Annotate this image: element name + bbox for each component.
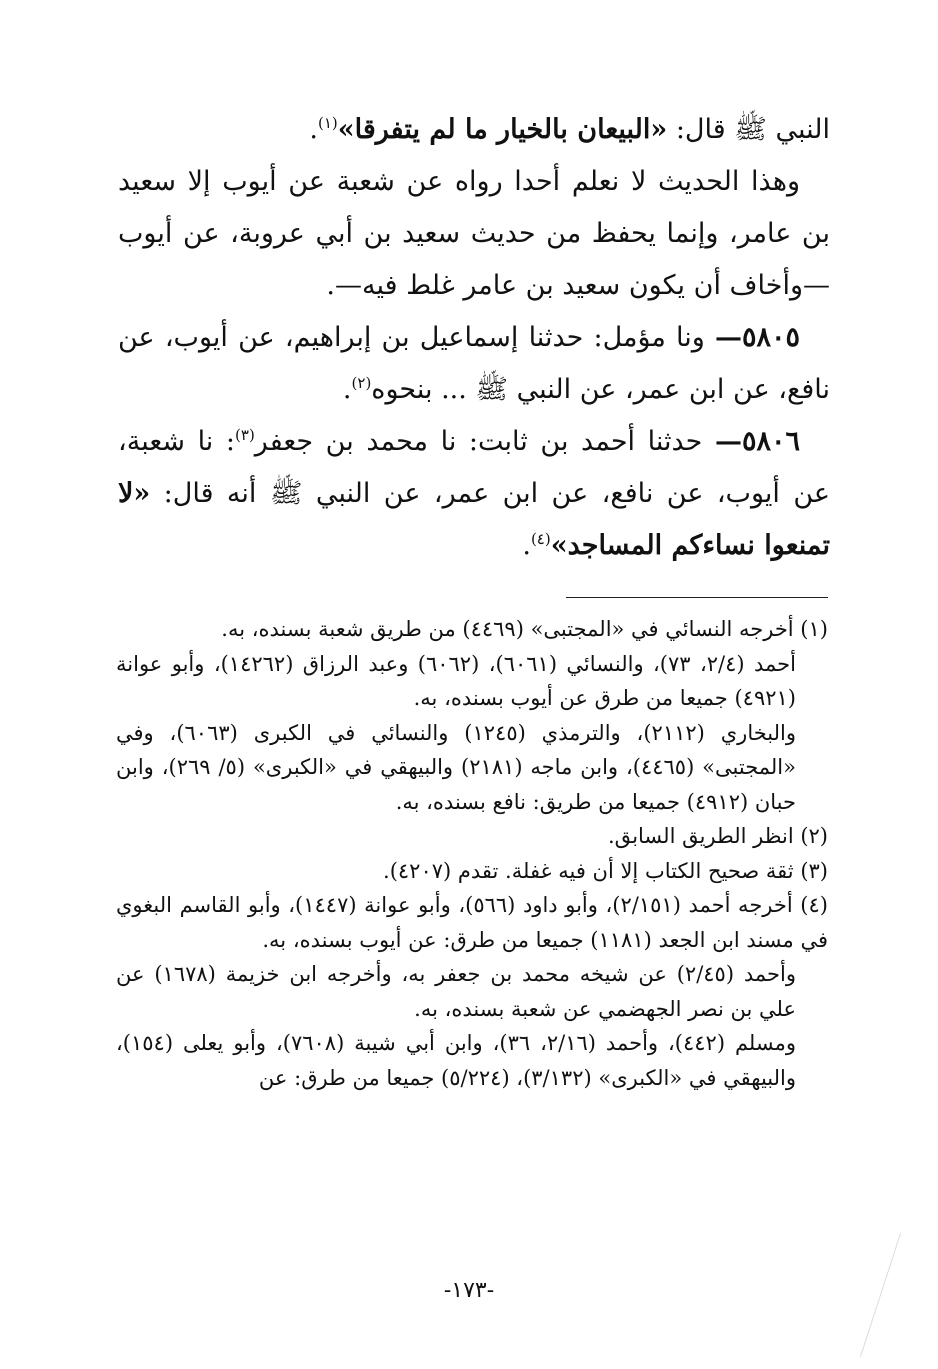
footnote-1-continuation: والبخاري (٢١١٢)، والترمذي (١٢٤٥) والنسائي في الكبرى (٦٠٦٣)، وفي «المجتبى» (٤٤٦٥)، وابن ماجه (٢١٨١) والبيهقي في «الكبرى» (٥/ ٢٦٩)، وابن حبان (٤٩١٢) جميعا من طريق: نافع بسنده، به. — [116, 720, 796, 814]
hadith-quote: «البيعان بالخيار ما لم يتفرقا» — [337, 114, 668, 145]
hadith-quote: «لا تمنعوا نساءكم المساجد» — [118, 478, 830, 561]
main-text — [118, 104, 830, 572]
footnote-4-continuation: وأحمد (٢/٤٥) عن شيخه محمد بن جعفر به، وأخرجه ابن خزيمة (١٦٧٨) عن علي بن نصر الجهضمي عن شعبة بسنده، به. — [116, 962, 796, 1021]
hadith-number: ٥٨٠٥— — [714, 322, 800, 353]
text-segment: : نا شعبة، عن أيوب، عن نافع، عن ابن عمر، عن النبي ﷺ أنه قال: — [118, 426, 830, 509]
hadith-number: ٥٨٠٦— — [714, 426, 800, 457]
footnote-ref: (١) — [317, 114, 338, 132]
footnote-ref: (٤) — [530, 530, 551, 548]
footnotes — [116, 612, 828, 1095]
text-segment: النبي ﷺ قال: — [667, 114, 830, 145]
footnote-2: (٢) انظر الطريق السابق. — [608, 824, 828, 848]
page-number: -١٧٣- — [443, 1278, 495, 1303]
footnote-4: (٤) أخرجه أحمد (٢/١٥١)، وأبو داود (٥٦٦)، وأبو عوانة (١٤٤٧)، وأبو القاسم البغوي في مسند ابن الجعد (١١٨١) جميعا من طرق: عن أيوب بسنده، به. — [116, 893, 828, 952]
hadith-paragraph-1 — [118, 104, 830, 156]
footnote-1-continuation: أحمد (٢/٤، ٧٣)، والنسائي (٦٠٦١)، (٦٠٦٢) وعبد الرزاق (١٤٢٦٢)، وأبو عوانة (٤٩٢١) جميعا من طرق عن أيوب بسنده، به. — [116, 651, 796, 710]
footnote-1: (١) أخرجه النسائي في «المجتبى» (٤٤٦٩) من طريق شعبة بسنده، به. — [221, 617, 828, 641]
footnote-ref: (٣) — [235, 426, 255, 444]
footnote-4-continuation: ومسلم (٤٤٢)، وأحمد (٢/١٦، ٣٦)، وابن أبي شيبة (٧٦٠٨)، وأبو يعلى (١٥٤)، والبيهقي في «الكبرى» (٣/١٣٢)، (٥/٢٢٤) جميعا من طرق: عن — [116, 1031, 797, 1090]
text-segment: ونا مؤمل: حدثنا إسماعيل بن إبراهيم، عن أيوب، عن نافع، عن ابن عمر، عن النبي ﷺ ... بنحوه — [118, 322, 830, 405]
text-segment: حدثنا أحمد بن ثابت: نا محمد بن جعفر — [254, 426, 715, 457]
text-segment: . — [309, 114, 318, 145]
footnote-3: (٣) ثقة صحيح الكتاب إلا أن فيه غفلة. تقدم (٤٢٠٧). — [383, 858, 828, 883]
text-segment: . — [342, 374, 352, 405]
footnote-divider — [566, 597, 828, 598]
commentary-paragraph: وهذا الحديث لا نعلم أحدا رواه عن شعبة عن أيوب إلا سعيد بن عامر، وإنما يحفظ من حديث سعيد بن أبي عروبة، عن أيوب —وأخاف أن يكون سعيد بن عامر غلط فيه—. — [118, 166, 830, 301]
hadith-5805 — [118, 312, 830, 416]
footnote-ref: (٢) — [351, 374, 372, 392]
hadith-5806 — [118, 416, 830, 572]
text-segment: . — [522, 530, 531, 561]
